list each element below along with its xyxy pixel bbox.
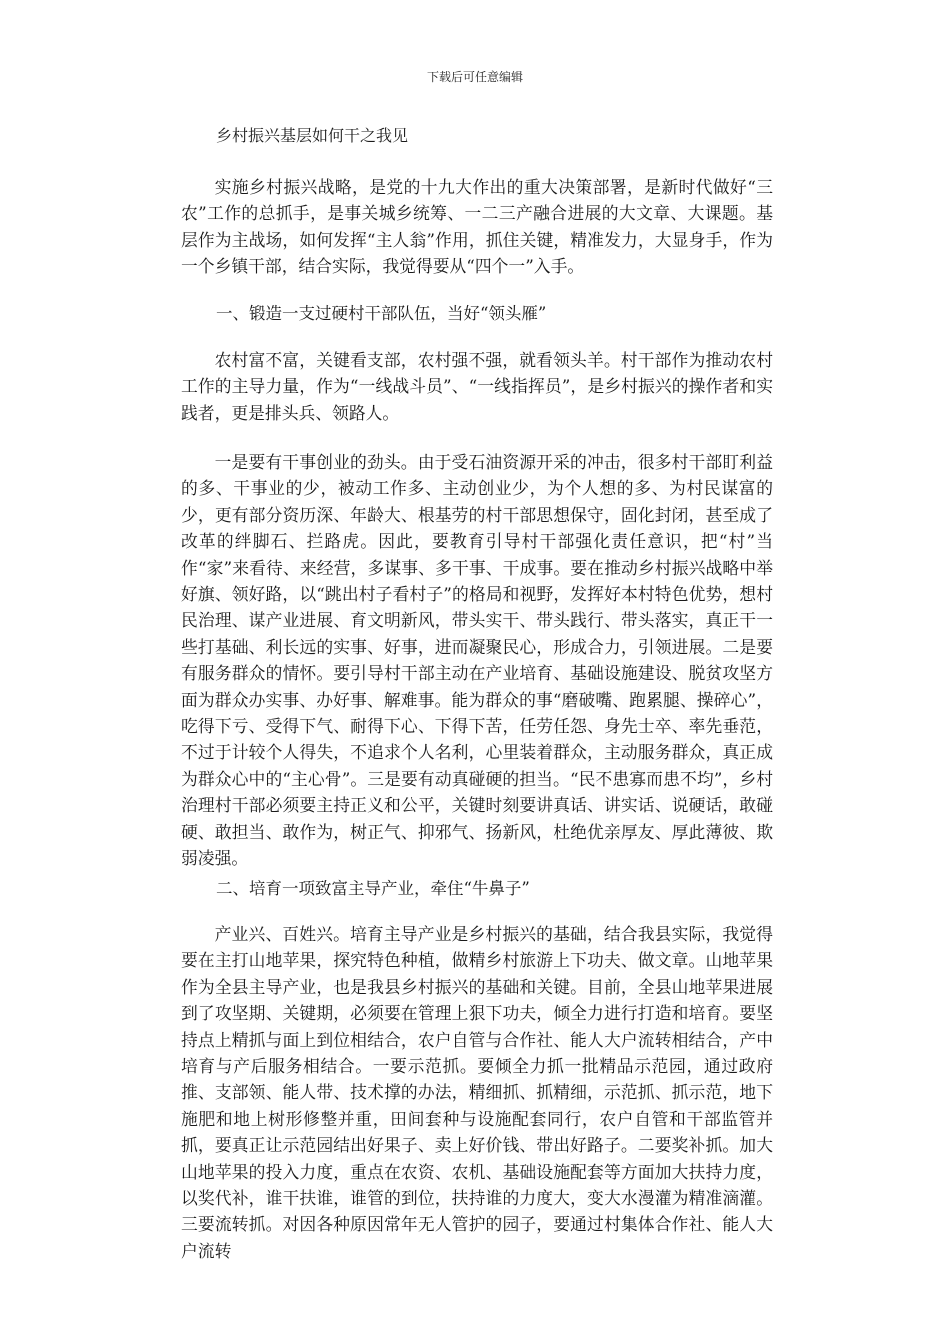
paragraph-3: 产业兴、百姓兴。培育主导产业是乡村振兴的基础，结合我县实际，我觉得要在主打山地苹果，探究特色种植，做精乡村旅游上下功夫、做文章。山地苹果作为全县主导产业，也是我县乡村振兴的基础和关键。目前，全县山地苹果进展到了攻坚期、关键期，必须要在管理上狠下功夫，倾全力进行打造和培育。要坚持点上精抓与面上到位相结合，农户自管与合作社、能人大户流转相结合，产中培育与产后服务相结合。一要示范抓。要倾全力抓一批精品示范园，通过政府推、支部领、能人带、技术撑的办法，精细抓、抓精细，示范抓、抓示范，地下施肥和地上树形修整并重，田间套种与设施配套同行，农户自管和干部监管并抓，要真正让示范园结出好果子、卖上好价钱、带出好路子。二要奖补抓。加大山地苹果的投入力度，重点在农资、农机、基础设施配套等方面加大扶持力度，以奖代补，谁干扶谁，谁管的到位，扶持谁的力度大，变大水漫灌为精准滴灌。三要流转抓。对因各种原因常年无人管护的园子，要通过村集体合作社、能人大户流转 xyxy=(181,924,773,1261)
document-title: 乡村振兴基层如何干之我见 xyxy=(216,126,409,145)
section-heading-1: 一、锻造一支过硬村干部队伍，当好“领头雁” xyxy=(216,304,547,323)
paragraph-2: 一是要有干事创业的劲头。由于受石油资源开采的冲击，很多村干部盯利益的多、干事业的少，被动工作多、主动创业少，为个人想的多、为村民谋富的少，更有部分资历深、年龄大、根基劳的村干部思想保守，固化封闭，甚至成了改革的绊脚石、拦路虎。因此，要教育引导村干部强化责任意识，把“村”当作“家”来看待、来经营，多谋事、多干事、干成事。要在推动乡村振兴战略中举好旗、领好路，以“跳出村子看村子”的格局和视野，发挥好本村特色优势，想村民治理、谋产业进展、育文明新风，带头实干、带头践行、带头落实，真正干一些打基础、利长远的实事、好事，进而凝聚民心，形成合力，引领进展。二是要有服务群众的情怀。要引导村干部主动在产业培育、基础设施建设、脱贫攻坚方面为群众办实事、办好事、解难事。能为群众的事“磨破嘴、跑累腿、操碎心”，吃得下亏、受得下气、耐得下心、下得下苦，任劳任怨、身先士卒、率先垂范，不过于计较个人得失，不追求个人名利，心里装着群众，主动服务群众，真正成为群众心中的“主心骨”。三是要有动真碰硬的担当。“民不患寡而患不均”，乡村治理村干部必须要主持正义和公平，关键时刻要讲真话、讲实话、说硬话，敢碰硬、敢担当、敢作为，树正气、抑邪气、扬新风，杜绝优亲厚友、厚此薄彼、欺弱凌强。 xyxy=(181,452,773,869)
paragraph-intro: 实施乡村振兴战略，是党的十九大作出的重大决策部署，是新时代做好“三农”工作的总抓手，是事关城乡统筹、一二三产融合进展的大文章、大课题。基层作为主战场，如何发挥“主人翁”作用，抓住关键，精准发力，大显身手，作为一个乡镇干部，结合实际，我觉得要从“四个一”入手。 xyxy=(181,177,773,277)
paragraph-1: 农村富不富，关键看支部，农村强不强，就看领头羊。村干部作为推动农村工作的主导力量，作为“一线战斗员”、“一线指挥员”，是乡村振兴的操作者和实践者，更是排头兵、领路人。 xyxy=(181,350,773,423)
header-note: 下载后可任意编辑 xyxy=(426,70,523,84)
section-heading-2: 二、培育一项致富主导产业，牵住“牛鼻子” xyxy=(216,879,530,898)
